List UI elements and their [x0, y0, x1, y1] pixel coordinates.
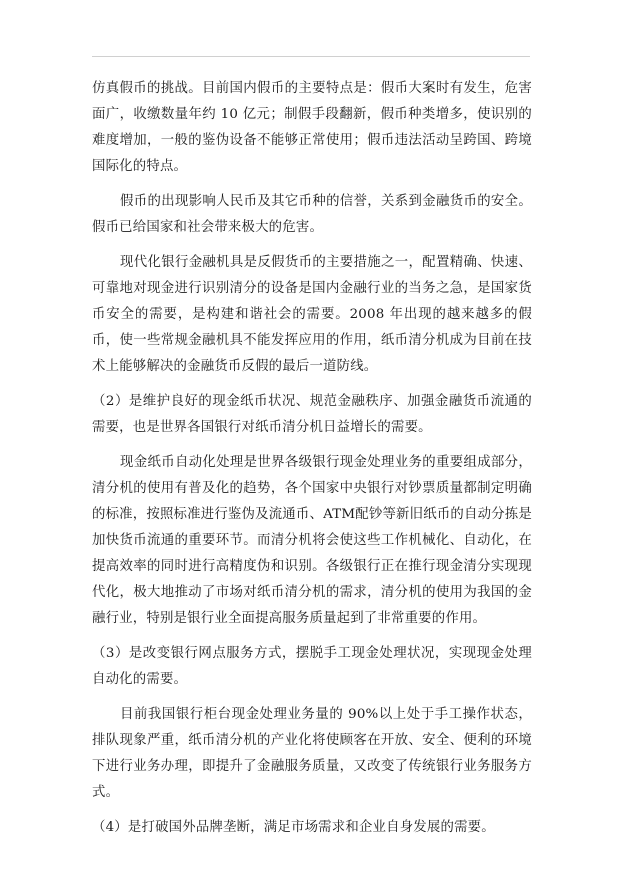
- paragraph-automation: 现金纸币自动化处理是世界各级银行现金处理业务的重要组成部分，清分机的使用有普及化的趋势，各个国家中央银行对钞票质量都制定明确的标准，按照标准进行鉴伪及流通币、ATM配钞等新旧纸币的自动分拣是加快货币流通的重要环节。而清分机将会使这些工作机械化、自动化，在提高效率的同时进行高精度伪和识别。各级银行正在推行现金清分实现现代化，极大地推动了市场对纸币清分机的需求，清分机的使用为我国的金融行业，特别是银行业全面提高服务质量起到了非常重要的作用。: [92, 455, 532, 626]
- paragraph-modern-equipment: 现代化银行金融机具是反假货币的主要措施之一，配置精确、快速、可靠地对现金进行识别清分的设备是国内金融行业的当务之急，是国家货币安全的需要，是构建和谐社会的需要。2008 年出现的越来越多的假币，使一些常规金融机具不能发挥应用的作用，纸币清分机成为目前在技术上能够解决的金融货币反假的最后一道防线。: [92, 255, 532, 374]
- header-divider: [92, 56, 530, 57]
- paragraph-point-3: （3）是改变银行网点服务方式，摆脱手工现金处理状况，实现现金处理自动化的需要。: [92, 646, 532, 687]
- paragraph-counterfeit-impact: 假币的出现影响人民币及其它币种的信誉，关系到金融货币的安全。假币已给国家和社会带来极大的危害。: [92, 194, 532, 235]
- document-body: [92, 76, 532, 850]
- paragraph-manual-handling: 目前我国银行柜台现金处理业务量的 90%以上处于手工操作状态，排队现象严重，纸币清分机的产业化将使顾客在开放、安全、便利的环境下进行业务办理，即提升了金融服务质量，又改变了传统银行业务服务方式。: [92, 707, 532, 800]
- paragraph-point-2: （2）是维护良好的现金纸币状况、规范金融秩序、加强金融货币流通的需要，也是世界各国银行对纸币清分机日益增长的需要。: [92, 394, 532, 435]
- paragraph-point-4: （4）是打破国外品牌垄断，满足市场需求和企业自身发展的需要。: [92, 820, 495, 835]
- paragraph-counterfeit-challenge: 仿真假币的挑战。目前国内假币的主要特点是：假币大案时有发生，危害面广，收缴数量年约 10 亿元；制假手段翻新，假币种类增多，使识别的难度增加，一般的鉴伪设备不能够正常使用；假币违法活动呈跨国、跨境国际化的特点。: [92, 81, 532, 174]
